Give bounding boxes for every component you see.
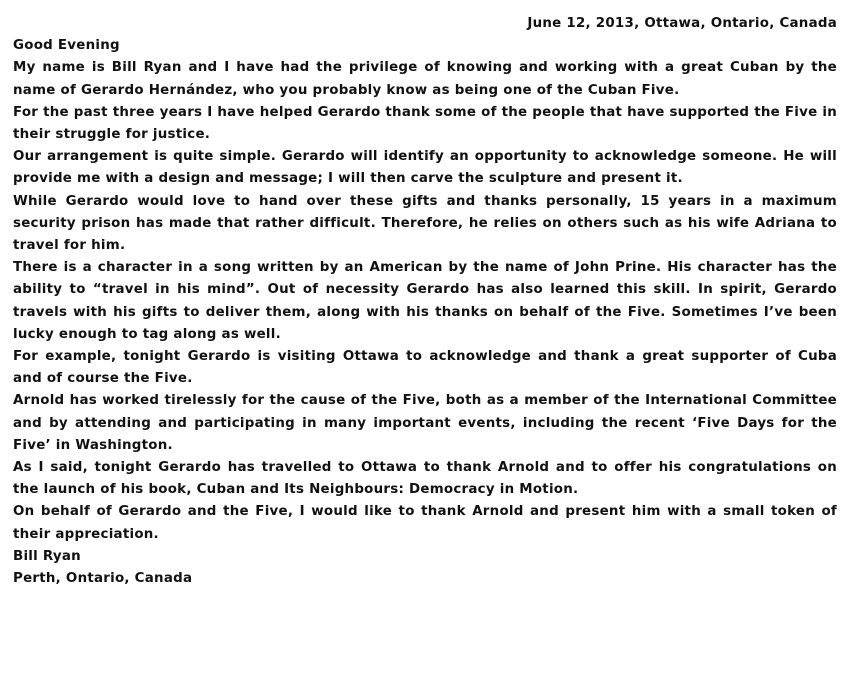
paragraph-travel-in-mind: There is a character in a song written by an American by the name of John Prine. His character has the ability to “travel in his mind”. Out of necessity Gerardo has also learned this skill. In spirit, Gerardo travels with his gifts to deliver them, along with his thanks on behalf of the Five. Sometimes I’ve been lucky enough to tag along as well. [13,260,837,342]
paragraph-arrangement: Our arrangement is quite simple. Gerardo will identify an opportunity to acknowledge someone. He will provide me with a design and message; I will then carve the sculpture and present it. [13,149,837,187]
paragraph-past-three-years: For the past three years I have helped Gerardo thank some of the people that have supported the Five in their struggle for justice. [13,104,837,143]
paragraph-tonight: For example, tonight Gerardo is visiting Ottawa to acknowledge and thank a great supporter of Cuba and of course the Five. [13,349,837,387]
greeting: Good Evening [13,38,120,54]
paragraph-book-launch: As I said, tonight Gerardo has travelled to Ottawa to thank Arnold and to offer his congratulations on the launch of his book, Cuban and Its Neighbours: Democracy in Motion. [13,460,837,498]
paragraph-token: On behalf of Gerardo and the Five, I would like to thank Arnold and present him with a small token of their appreciation. [13,504,837,542]
letter-document [13,13,837,590]
paragraph-introduction: My name is Bill Ryan and I have had the privilege of knowing and working with a great Cuban by the name of Gerardo Hernández, who you probably know as being one of the Cuban Five. [13,60,837,98]
paragraph-arnold: Arnold has worked tirelessly for the cause of the Five, both as a member of the International Committee and by attending and participating in many important events, including the recent ‘Five Days for the Five’ in Washington. [13,393,837,453]
signature-name: Bill Ryan [13,548,81,564]
paragraph-prison: While Gerardo would love to hand over these gifts and thanks personally, 15 years in a maximum security prison has made that rather difficult. Therefore, he relies on others such as his wife Adriana to travel for him. [13,193,837,254]
date-line: June 12, 2013, Ottawa, Ontario, Canada [527,16,837,31]
signature-location: Perth, Ontario, Canada [13,571,193,587]
